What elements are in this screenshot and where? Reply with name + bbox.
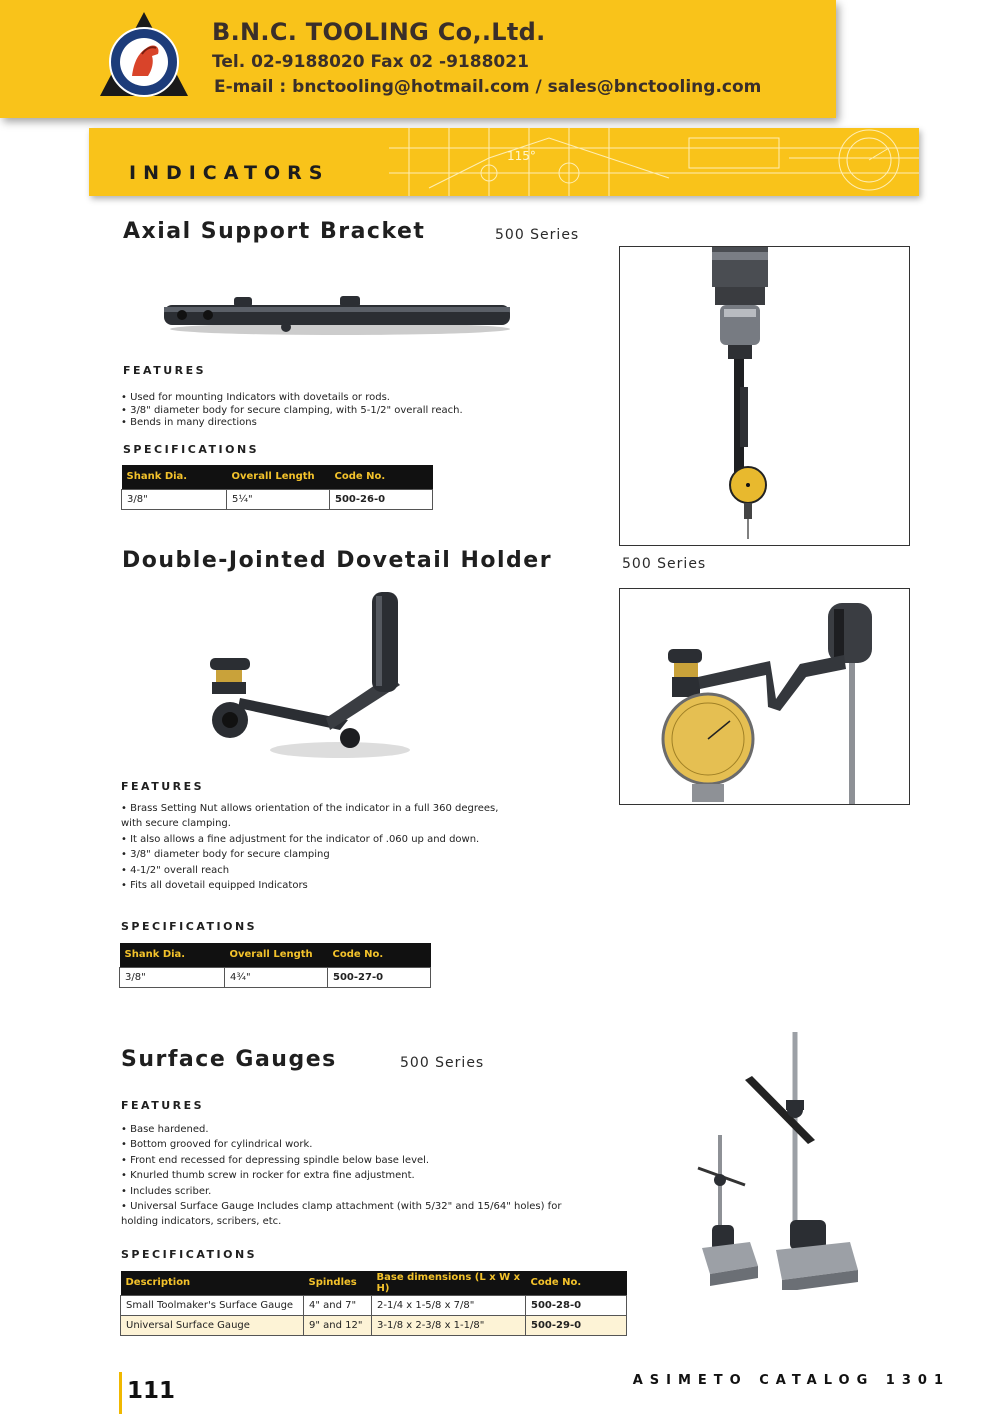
feature-item: • Universal Surface Gauge Includes clamp attachment (with 5/32" and 15/64" holes) for [121,1201,562,1213]
page-number: 111 [119,1372,175,1414]
features-list [121,392,463,430]
table-row [120,967,431,987]
table-cell: Small Toolmaker's Surface Gauge [121,1295,304,1315]
surface-gauges-image [690,1030,880,1290]
column-header: Code No. [526,1271,627,1295]
feature-item: • Bends in many directions [121,417,257,428]
column-header: Overall Length [225,943,328,967]
column-header: Shank Dia. [122,465,227,489]
column-header: Shank Dia. [120,943,225,967]
feature-item: holding indicators, scribers, etc. [121,1216,282,1228]
features-label: FEATURES [121,780,205,793]
axial-bracket-image [160,293,515,338]
table-cell: 500-27-0 [328,967,431,987]
feature-item: • 3/8" diameter body for secure clamping [121,849,330,861]
product-title-surface-gauges: Surface Gauges [121,1047,337,1072]
features-list [121,1122,561,1230]
table-cell: Universal Surface Gauge [121,1315,304,1335]
feature-item: • Brass Setting Nut allows orientation of the indicator in a full 360 degrees, [121,803,499,814]
specifications-label: SPECIFICATIONS [121,920,258,933]
column-header: Code No. [330,465,433,489]
specifications-label: SPECIFICATIONS [121,1248,258,1261]
features-list [121,801,498,893]
feature-item: • Bottom grooved for cylindrical work. [121,1139,313,1151]
table-cell: 3/8" [120,967,225,987]
feature-item: • Knurled thumb screw in rocker for extra fine adjustment. [121,1170,415,1182]
column-header: Description [121,1271,304,1295]
table-header-row [120,943,431,967]
product-series: 500 Series [495,227,580,243]
spec-table [119,943,431,988]
feature-item: • It also allows a fine adjustment for the indicator of .060 up and down. [121,833,480,845]
dovetail-holder-image [200,590,415,765]
axial-bracket-photo [619,246,910,546]
table-cell: 3/8" [122,489,227,509]
dovetail-holder-photo [619,588,910,805]
table-header-row [121,1271,627,1295]
features-label: FEATURES [121,1099,205,1112]
table-cell: 500-26-0 [330,489,433,509]
photo-illustration [620,247,909,545]
table-header-row [122,465,433,489]
header-banner [0,0,836,118]
company-email: E-mail : bnctooling@hotmail.com / sales@bnctooling.com [214,77,762,97]
spec-table [120,1271,627,1336]
feature-item: • Front end recessed for depressing spindle below base level. [121,1154,430,1166]
feature-item: with secure clamping. [121,818,231,830]
column-header: Overall Length [227,465,330,489]
feature-item: • Includes scriber. [121,1185,212,1197]
features-label: FEATURES [123,364,207,377]
product-series: 500 Series [622,556,707,572]
table-cell: 5¼" [227,489,330,509]
company-phone: Tel. 02-9188020 Fax 02 -9188021 [212,52,529,72]
table-cell: 500-29-0 [526,1315,627,1335]
feature-item: • Used for mounting Indicators with dovetails or rods. [121,392,390,403]
table-cell: 3-1/8 x 2-3/8 x 1-1/8" [372,1315,526,1335]
table-cell: 2-1/4 x 1-5/8 x 7/8" [372,1295,526,1315]
product-title-double-jointed-dovetail-holder: Double-Jointed Dovetail Holder [122,548,553,573]
feature-item: • Base hardened. [121,1124,209,1135]
table-row [122,489,433,509]
photo-illustration [620,589,909,804]
column-header: Code No. [328,943,431,967]
blueprint-angle-label: 115° [507,149,536,163]
column-header: Base dimensions (L x W x H) [372,1271,526,1295]
table-cell: 4¾" [225,967,328,987]
table-row [121,1295,627,1315]
column-header: Spindles [304,1271,372,1295]
table-cell: 9" and 12" [304,1315,372,1335]
product-series: 500 Series [400,1055,485,1071]
spec-table [121,465,433,510]
table-row [121,1315,627,1335]
table-cell: 500-28-0 [526,1295,627,1315]
company-logo [98,10,190,102]
section-title: INDICATORS [129,162,330,184]
feature-item: • 4-1/2" overall reach [121,864,230,876]
feature-item: • 3/8" diameter body for secure clamping, with 5-1/2" overall reach. [121,404,463,416]
catalog-name: ASIMETO CATALOG 1301 [632,1373,950,1388]
product-title-axial-support-bracket: Axial Support Bracket [123,219,426,244]
section-banner [89,128,919,196]
specifications-label: SPECIFICATIONS [123,443,260,456]
feature-item: • Fits all dovetail equipped Indicators [121,880,308,892]
blueprint-drawing [389,128,919,196]
table-cell: 4" and 7" [304,1295,372,1315]
company-name: B.N.C. TOOLING Co,.Ltd. [212,18,546,46]
